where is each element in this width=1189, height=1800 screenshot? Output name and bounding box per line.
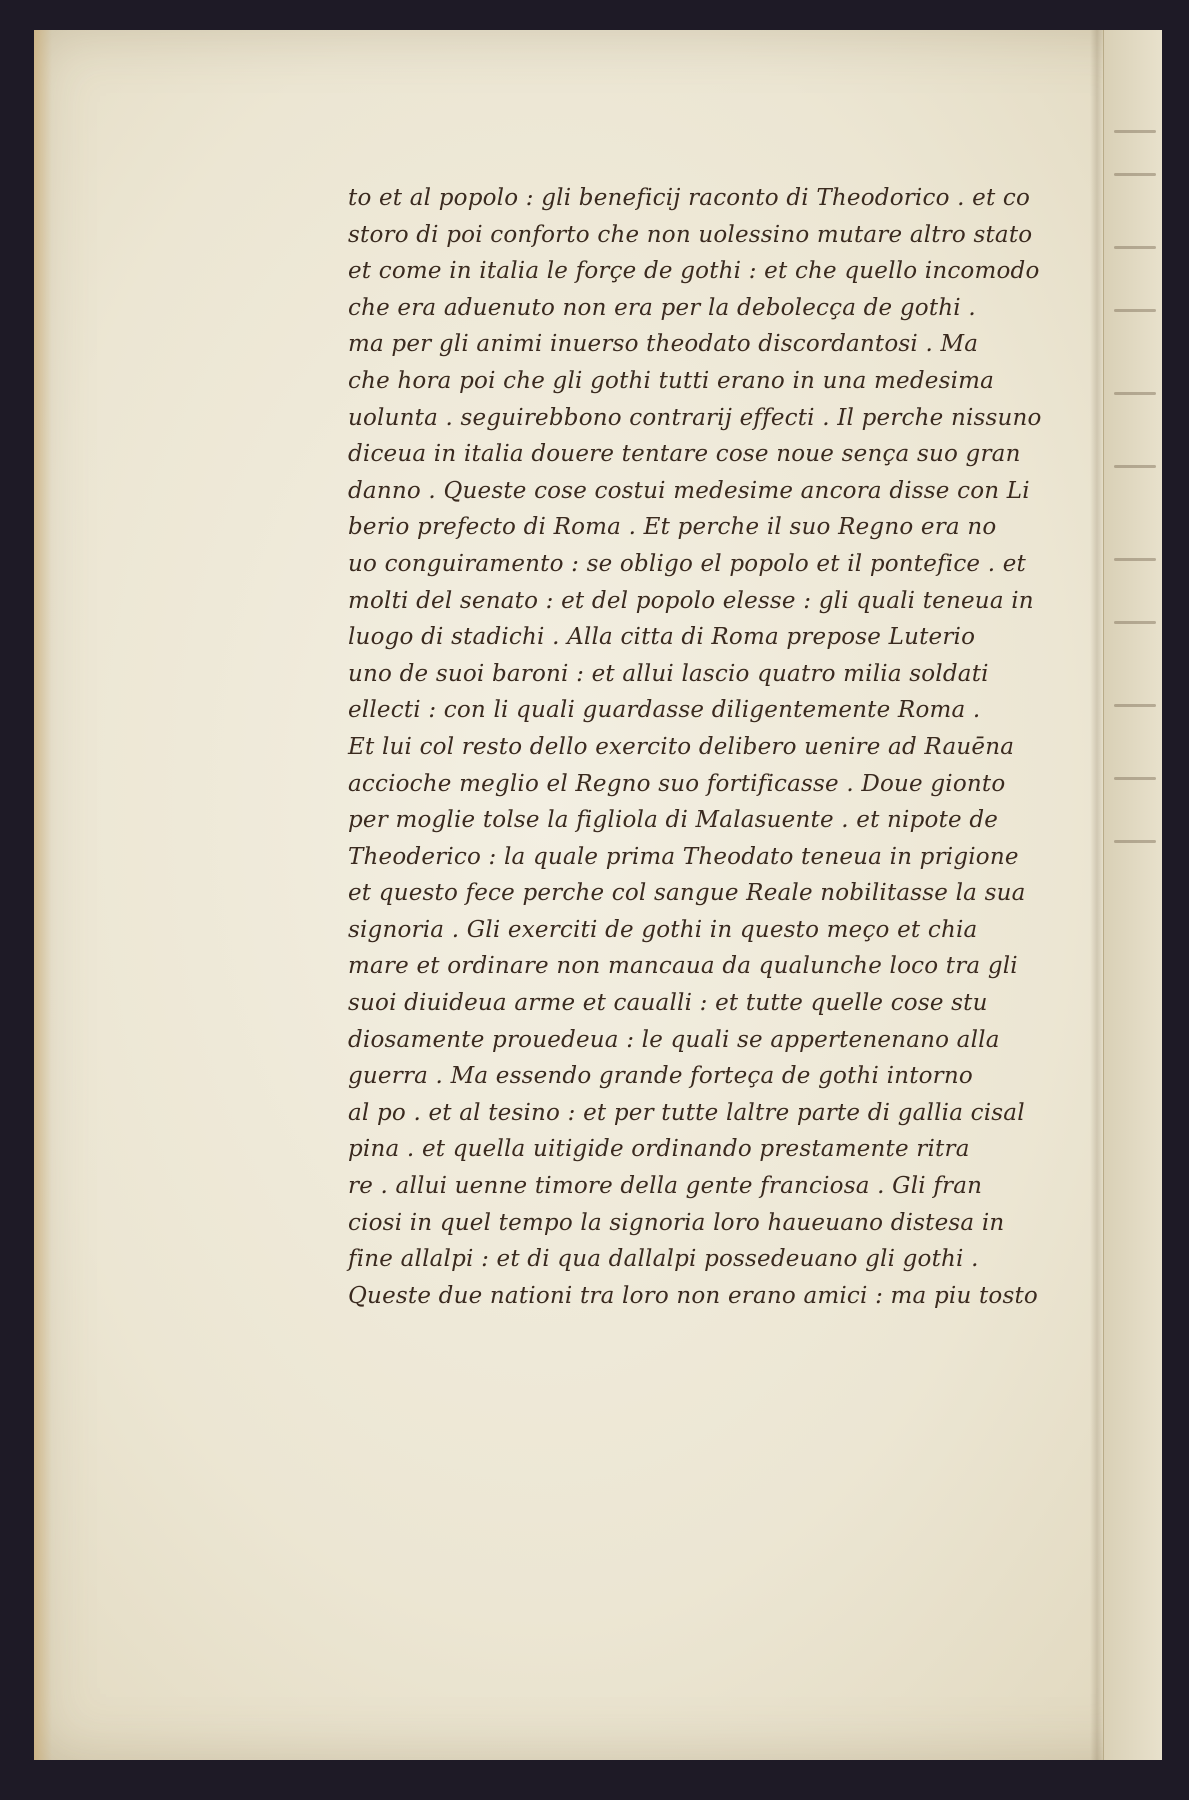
facing-page-ink-mark bbox=[1114, 246, 1156, 249]
facing-page-ink-mark bbox=[1114, 130, 1156, 133]
text-line: danno . Queste cose costui medesime ancora disse con Li bbox=[348, 477, 1030, 504]
facing-page-ink-mark bbox=[1114, 309, 1156, 312]
text-line: Theoderico : la quale prima Theodato teneua in prigione bbox=[348, 843, 1019, 870]
facing-page-ink-mark bbox=[1114, 465, 1156, 468]
text-line: to et al popolo : gli beneficij raconto di Theodorico . et co bbox=[348, 185, 1031, 211]
facing-page-ink-mark bbox=[1114, 704, 1156, 707]
facing-page-ink-mark bbox=[1114, 777, 1156, 780]
text-line: pina . et quella uitigide ordinando prestamente ritra bbox=[348, 1136, 970, 1163]
text-line: ellecti : con li quali guardasse diligentemente Roma . bbox=[348, 697, 981, 724]
text-line: diceua in italia douere tentare cose noue sença suo gran bbox=[348, 441, 1021, 468]
text-line: suoi diuideua arme et caualli : et tutte quelle cose stu bbox=[348, 990, 988, 1017]
text-line: Et lui col resto dello exercito delibero uenire ad Rauēna bbox=[348, 733, 1015, 760]
manuscript-text-block bbox=[348, 180, 1118, 1314]
facing-page-ink-mark bbox=[1114, 840, 1156, 843]
text-line: re . allui uenne timore della gente franciosa . Gli fran bbox=[348, 1173, 983, 1200]
text-line: et come in italia le forçe de gothi : et che quello incomodo bbox=[348, 258, 1040, 285]
text-line: storo di poi conforto che non uolessino mutare altro stato bbox=[348, 221, 1033, 248]
text-line: uno de suoi baroni : et allui lascio quatro milia soldati bbox=[348, 660, 989, 687]
text-line: ciosi in quel tempo la signoria loro haueuano distesa in bbox=[348, 1209, 1005, 1236]
text-line: ma per gli animi inuerso theodato discordantosi . Ma bbox=[348, 331, 979, 358]
text-line: luogo di stadichi . Alla citta di Roma prepose Luterio bbox=[348, 624, 976, 651]
facing-page-ink-mark bbox=[1114, 173, 1156, 176]
page-edge-stain bbox=[34, 30, 52, 1760]
text-line: al po . et al tesino : et per tutte laltre parte di gallia cisal bbox=[348, 1099, 1025, 1126]
text-line: et questo fece perche col sangue Reale nobilitasse la sua bbox=[348, 880, 1026, 907]
text-line: diosamente prouedeua : le quali se appertenenano alla bbox=[348, 1026, 1000, 1053]
text-line: fine allalpi : et di qua dallalpi possedeuano gli gothi . bbox=[348, 1246, 979, 1273]
facing-page-ink-mark bbox=[1114, 621, 1156, 624]
text-line: accioche meglio el Regno suo fortificasse . Doue gionto bbox=[348, 770, 1006, 797]
text-line: uolunta . seguirebbono contrarij effecti . Il perche nissuno bbox=[348, 404, 1042, 431]
text-line: Queste due nationi tra loro non erano amici : ma piu tosto bbox=[348, 1282, 1038, 1309]
text-line: che era aduenuto non era per la debolecça de gothi . bbox=[348, 294, 976, 321]
text-line: guerra . Ma essendo grande forteça de gothi intorno bbox=[348, 1063, 973, 1090]
text-line: signoria . Gli exerciti de gothi in questo meço et chia bbox=[348, 916, 978, 943]
text-line: uo conguiramento : se obligo el popolo et il pontefice . et bbox=[348, 550, 1027, 577]
text-line: molti del senato : et del popolo elesse : gli quali teneua in bbox=[348, 587, 1034, 614]
facing-page-ink-mark bbox=[1114, 558, 1156, 561]
text-line: berio prefecto di Roma . Et perche il suo Regno era no bbox=[348, 514, 997, 541]
text-line: per moglie tolse la figliola di Malasuente . et nipote de bbox=[348, 807, 999, 834]
manuscript-page bbox=[34, 30, 1162, 1760]
text-line: mare et ordinare non mancaua da qualunche loco tra gli bbox=[348, 953, 1018, 980]
facing-page-ink-mark bbox=[1114, 392, 1156, 395]
text-line: che hora poi che gli gothi tutti erano in una medesima bbox=[348, 367, 995, 394]
